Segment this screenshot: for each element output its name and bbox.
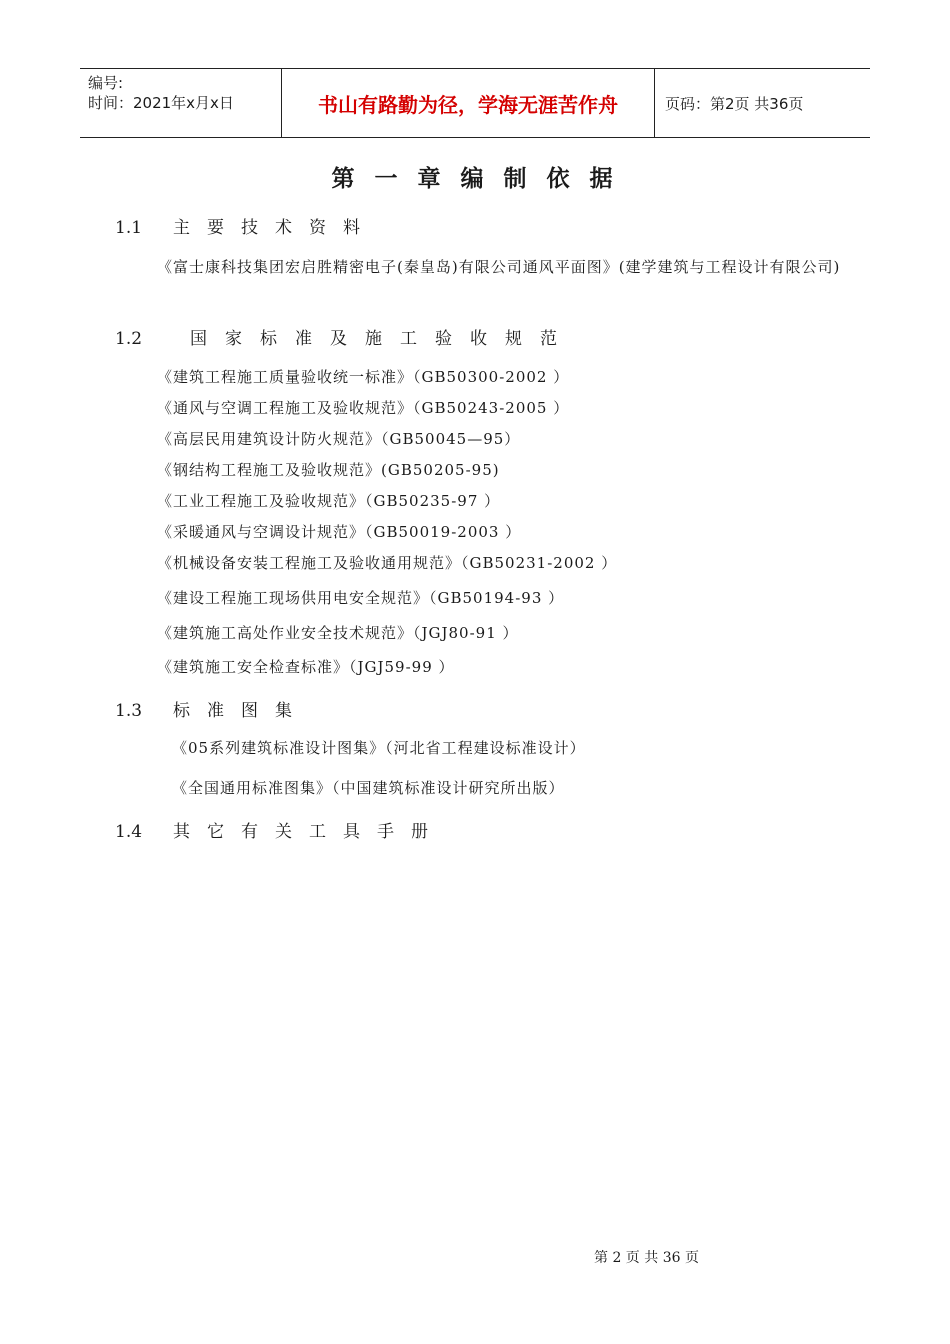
section-number: 1.4 xyxy=(115,822,143,842)
list-item: 《建设工程施工现场供用电安全规范》（GB50194-93 ） xyxy=(157,589,565,607)
section-1-1-heading xyxy=(115,213,377,238)
header-motto: 书山有路勤为径，学海无涯苦作舟 xyxy=(281,69,655,137)
section-number: 1.2 xyxy=(115,329,143,349)
list-item: 《建筑工程施工质量验收统一标准》（GB50300-2002 ） xyxy=(157,368,570,386)
list-item: 《05系列建筑标准设计图集》（河北省工程建设标准设计） xyxy=(172,739,586,757)
list-item: 《工业工程施工及验收规范》（GB50235-97 ） xyxy=(157,492,501,510)
list-item: 《通风与空调工程施工及验收规范》（GB50243-2005 ） xyxy=(157,399,570,417)
list-item: 《高层民用建筑设计防火规范》（GB50045—95） xyxy=(157,430,521,448)
list-item: 《全国通用标准图集》（中国建筑标准设计研究所出版） xyxy=(172,779,565,797)
list-item: 《采暖通风与空调设计规范》（GB50019-2003 ） xyxy=(157,523,522,541)
section-title: 标准图集 xyxy=(173,701,309,721)
page-header xyxy=(80,68,870,138)
section-title: 国家标准及施工验收规范 xyxy=(190,329,575,349)
list-item: 《建筑施工高处作业安全技术规范》（JGJ80-91 ） xyxy=(157,624,519,642)
list-item: 《建筑施工安全检查标准》（JGJ59-99 ） xyxy=(157,658,455,676)
section-title: 主要技术资料 xyxy=(173,218,377,238)
section-title: 其它有关工具手册 xyxy=(173,822,445,842)
header-date: 时间：2021年x月x日 xyxy=(88,94,234,112)
list-item: 《钢结构工程施工及验收规范》(GB50205-95) xyxy=(157,461,500,479)
chapter-title: 第 一 章 编 制 依 据 xyxy=(331,166,619,192)
section-1-1-paragraph: 《富士康科技集团宏启胜精密电子(秦皇岛)有限公司通风平面图》(建学建筑与工程设计有限公司) xyxy=(157,258,841,276)
page-footer: 第 2 页 共 36 页 xyxy=(594,1250,699,1266)
header-meta xyxy=(80,69,281,137)
section-number: 1.1 xyxy=(115,218,143,238)
list-item: 《机械设备安装工程施工及验收通用规范》（GB50231-2002 ） xyxy=(157,554,618,572)
header-number-label: 编号: xyxy=(88,74,124,92)
header-page-info: 页码：第2页 共36页 xyxy=(665,94,804,113)
section-1-3-heading xyxy=(115,696,309,721)
section-1-4-heading xyxy=(115,817,445,842)
section-1-2-heading xyxy=(115,324,575,349)
section-number: 1.3 xyxy=(115,701,143,721)
